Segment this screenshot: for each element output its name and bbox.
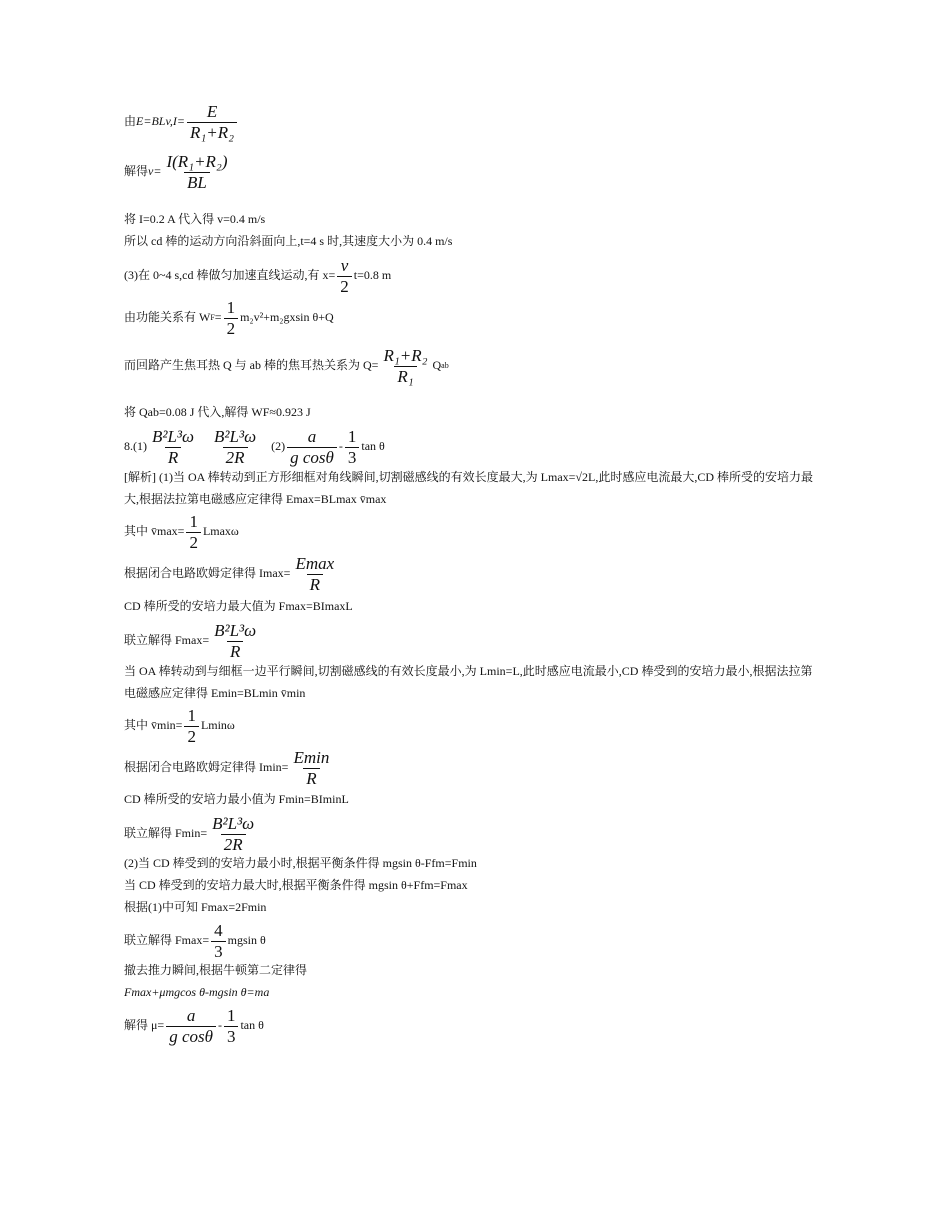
fraction: $\frac{\text{B²L³ω}}{2R}$ [212, 814, 255, 854]
equation-line-result: 解得 μ= $\frac{a}{\text{g cosθ}}$ - $\frac{1}{3}$ tan θ [124, 1006, 264, 1046]
text-line: (2)当 CD 棒受到的安培力最小时,根据平衡条件得 mgsin θ-Ffm=Fmin [124, 856, 477, 870]
text-line: 将 Qab=0.08 J 代入,解得 WF≈0.923 J [124, 405, 311, 419]
fraction: $\frac{\text{B²L³ω}}{2R}$ [214, 427, 257, 467]
fraction: $\frac{1}{2}$ [184, 706, 199, 746]
fraction: $\frac{1}{3}$ [345, 427, 360, 467]
equation-line-heat: 而回路产生焦耳热 Q 与 ab 棒的焦耳热关系为 Q= $\frac{\text{R₁+R₂}}{\text{R₁}}$ Q ab [124, 346, 449, 386]
fraction: $\frac{\text{R₁+R₂}}{\text{R₁}}$ [383, 346, 428, 386]
fraction: $\frac{1}{2}$ [186, 512, 201, 552]
fraction: $\frac{v}{2}$ [337, 256, 352, 296]
text-line: 所以 cd 棒的运动方向沿斜面向上,t=4 s 时,其速度大小为 0.4 m/s [124, 234, 453, 248]
equation-line: 其中 v̄min= $\frac{1}{2}$ Lminω [124, 706, 235, 746]
equation-line-work: 由功能关系有 W F = $\frac{1}{2}$ m₂v²+m₂gxsin θ+Q [124, 298, 334, 338]
fraction: $\frac{\text{B²L³ω}}{R}$ [152, 427, 195, 467]
fraction: $\frac{Emax}{R}$ [295, 554, 335, 594]
equation-line-velocity: 解得 v= $\frac{\text{I(R₁+R₂)}}{BL}$ [124, 152, 233, 192]
analysis-paragraph-1: [解析] (1)当 OA 棒转动到正方形细框对角线瞬间,切割磁感线的有效长度最大,为 Lmax=√2L,此时感应电流最大,CD 棒所受的安培力最大,根据法拉第电磁感应定律得 Emax=BLmax v̄max [124, 470, 814, 506]
fraction: $\frac{E}{\text{R₁+R₂}}$ [187, 102, 237, 142]
equation-line: 根据闭合电路欧姆定律得 Imin= $\frac{Emin}{R}$ [124, 748, 334, 788]
equation-line: 联立解得 Fmin= $\frac{\text{B²L³ω}}{2R}$ [124, 814, 259, 854]
analysis-paragraph-2: 当 OA 棒转动到与细框一边平行瞬间,切割磁感线的有效长度最小,为 Lmin=L,此时感应电流最小,CD 棒受到的安培力最小,根据法拉第电磁感应定律得 Emin=BLmin v̄min [124, 664, 813, 700]
text-line: 将 I=0.2 A 代入得 v=0.4 m/s [124, 212, 266, 226]
answer-line-8: 8.(1) $\frac{\text{B²L³ω}}{R}$ $\frac{\text{B²L³ω}}{2R}$ (2) $\frac{a}{\text{g cosθ}}$ - $\frac{1}{3}$ tan θ [124, 427, 385, 467]
equation-line: 联立解得 Fmax= $\frac{\text{B²L³ω}}{R}$ [124, 621, 261, 661]
fraction: $\frac{a}{\text{g cosθ}}$ [287, 427, 337, 467]
equation-line: 其中 v̄max= $\frac{1}{2}$ Lmaxω [124, 512, 239, 552]
equation-line-displacement: (3)在 0~4 s,cd 棒做匀加速直线运动,有 x= $\frac{v}{2}$ t=0.8 m [124, 256, 392, 296]
text-line: CD 棒所受的安培力最小值为 Fmin=BIminL [124, 792, 349, 806]
equation-line-emf: 由 E=BLv,I= $\frac{E}{\text{R₁+R₂}}$ [124, 102, 239, 142]
fraction: $\frac{a}{\text{g cosθ}}$ [166, 1006, 216, 1046]
fraction: $\frac{Emin}{R}$ [293, 748, 330, 788]
fraction: $\frac{4}{3}$ [211, 921, 226, 961]
text-line: Fmax+μmgcos θ-mgsin θ=ma [124, 985, 270, 999]
text-line: 当 CD 棒受到的安培力最大时,根据平衡条件得 mgsin θ+Ffm=Fmax [124, 878, 468, 892]
equation-line: 联立解得 Fmax= $\frac{4}{3}$ mgsin θ [124, 921, 266, 961]
fraction: $\frac{1}{3}$ [224, 1006, 239, 1046]
text-line: CD 棒所受的安培力最大值为 Fmax=BImaxL [124, 599, 353, 613]
fraction: $\frac{\text{B²L³ω}}{R}$ [214, 621, 257, 661]
text-line: 撤去推力瞬间,根据牛顿第二定律得 [124, 963, 308, 977]
equation-line: 根据闭合电路欧姆定律得 Imax= $\frac{Emax}{R}$ [124, 554, 339, 594]
fraction: $\frac{\text{I(R₁+R₂)}}{BL}$ [166, 152, 228, 192]
text-line: 根据(1)中可知 Fmax=2Fmin [124, 900, 267, 914]
fraction: $\frac{1}{2}$ [224, 298, 239, 338]
